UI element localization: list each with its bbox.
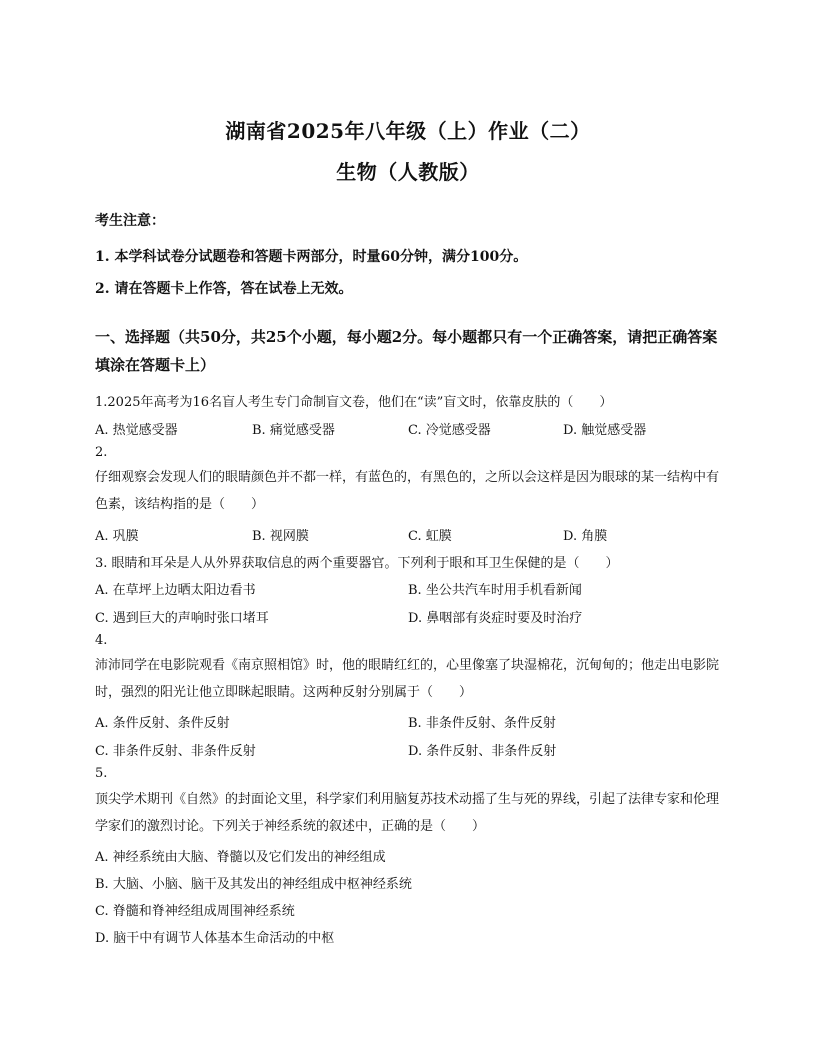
- notice-heading: 考生注意：: [95, 213, 165, 229]
- question-4-stem: 沛沛同学在电影院观看《南京照相馆》时，他的眼睛红红的，心里像塞了块湿棉花，沉甸甸的；他走出电影院时，强烈的阳光让他立即眯起眼睛。这两种反射分别属于（ ）: [95, 658, 720, 700]
- notice-rule-1: 1. 本学科试卷分试题卷和答题卡两部分，时量60分钟，满分100分。: [95, 249, 528, 265]
- q4-option-b: B. 非条件反射、条件反射: [408, 716, 556, 731]
- q4-option-a: A. 条件反射、条件反射: [95, 716, 230, 731]
- q3-option-d: D. 鼻咽部有炎症时要及时治疗: [408, 611, 583, 626]
- q5-option-d: D. 脑干中有调节人体基本生命活动的中枢: [95, 931, 335, 946]
- question-2-number: 2.: [95, 445, 108, 460]
- question-1-stem: 1.2025年高考为16名盲人考生专门命制盲文卷，他们在“读”盲文时，依靠皮肤的（ ）: [95, 395, 613, 410]
- question-4-number: 4.: [95, 633, 108, 648]
- q1-option-d: D. 触觉感受器: [563, 423, 647, 438]
- notice-rule-2: 2. 请在答题卡上作答，答在试卷上无效。: [95, 281, 353, 297]
- question-5-number: 5.: [95, 766, 108, 781]
- question-5-stem: 顶尖学术期刊《自然》的封面论文里，科学家们利用脑复苏技术动摇了生与死的界线，引起了法律专家和伦理学家们的激烈讨论。下列关于神经系统的叙述中，正确的是（ ）: [95, 792, 720, 834]
- q2-option-b: B. 视网膜: [252, 529, 309, 544]
- q2-option-d: D. 角膜: [563, 529, 608, 544]
- page-title: 湖南省2025年八年级（上）作业（二）: [225, 119, 591, 143]
- q2-option-a: A. 巩膜: [95, 529, 139, 544]
- q4-option-c: C. 非条件反射、非条件反射: [95, 744, 256, 759]
- q3-option-a: A. 在草坪上边晒太阳边看书: [95, 583, 256, 598]
- q2-option-c: C. 虹膜: [408, 529, 452, 544]
- q5-option-c: C. 脊髓和脊神经组成周围神经系统: [95, 904, 295, 919]
- question-3-stem: 3. 眼睛和耳朵是人从外界获取信息的两个重要器官。下列利于眼和耳卫生保健的是（ ）: [95, 556, 619, 571]
- section-heading: 一、选择题（共50分，共25个小题，每小题2分。每小题都只有一个正确答案，请把正确答案填涂在答题卡上）: [95, 328, 718, 374]
- q1-option-a: A. 热觉感受器: [95, 423, 178, 438]
- question-2-stem: 仔细观察会发现人们的眼睛颜色并不都一样，有蓝色的，有黑色的，之所以会这样是因为眼球的某一结构中有色素，该结构指的是（ ）: [95, 470, 720, 512]
- q3-option-b: B. 坐公共汽车时用手机看新闻: [408, 583, 582, 598]
- q1-option-c: C. 冷觉感受器: [408, 423, 491, 438]
- q5-option-b: B. 大脑、小脑、脑干及其发出的神经组成中枢神经系统: [95, 877, 412, 892]
- q4-option-d: D. 条件反射、非条件反射: [408, 744, 557, 759]
- q1-option-b: B. 痛觉感受器: [252, 423, 335, 438]
- q3-option-c: C. 遇到巨大的声响时张口堵耳: [95, 611, 269, 626]
- q5-option-a: A. 神经系统由大脑、脊髓以及它们发出的神经组成: [95, 850, 386, 865]
- page-subtitle: 生物（人教版）: [336, 160, 480, 184]
